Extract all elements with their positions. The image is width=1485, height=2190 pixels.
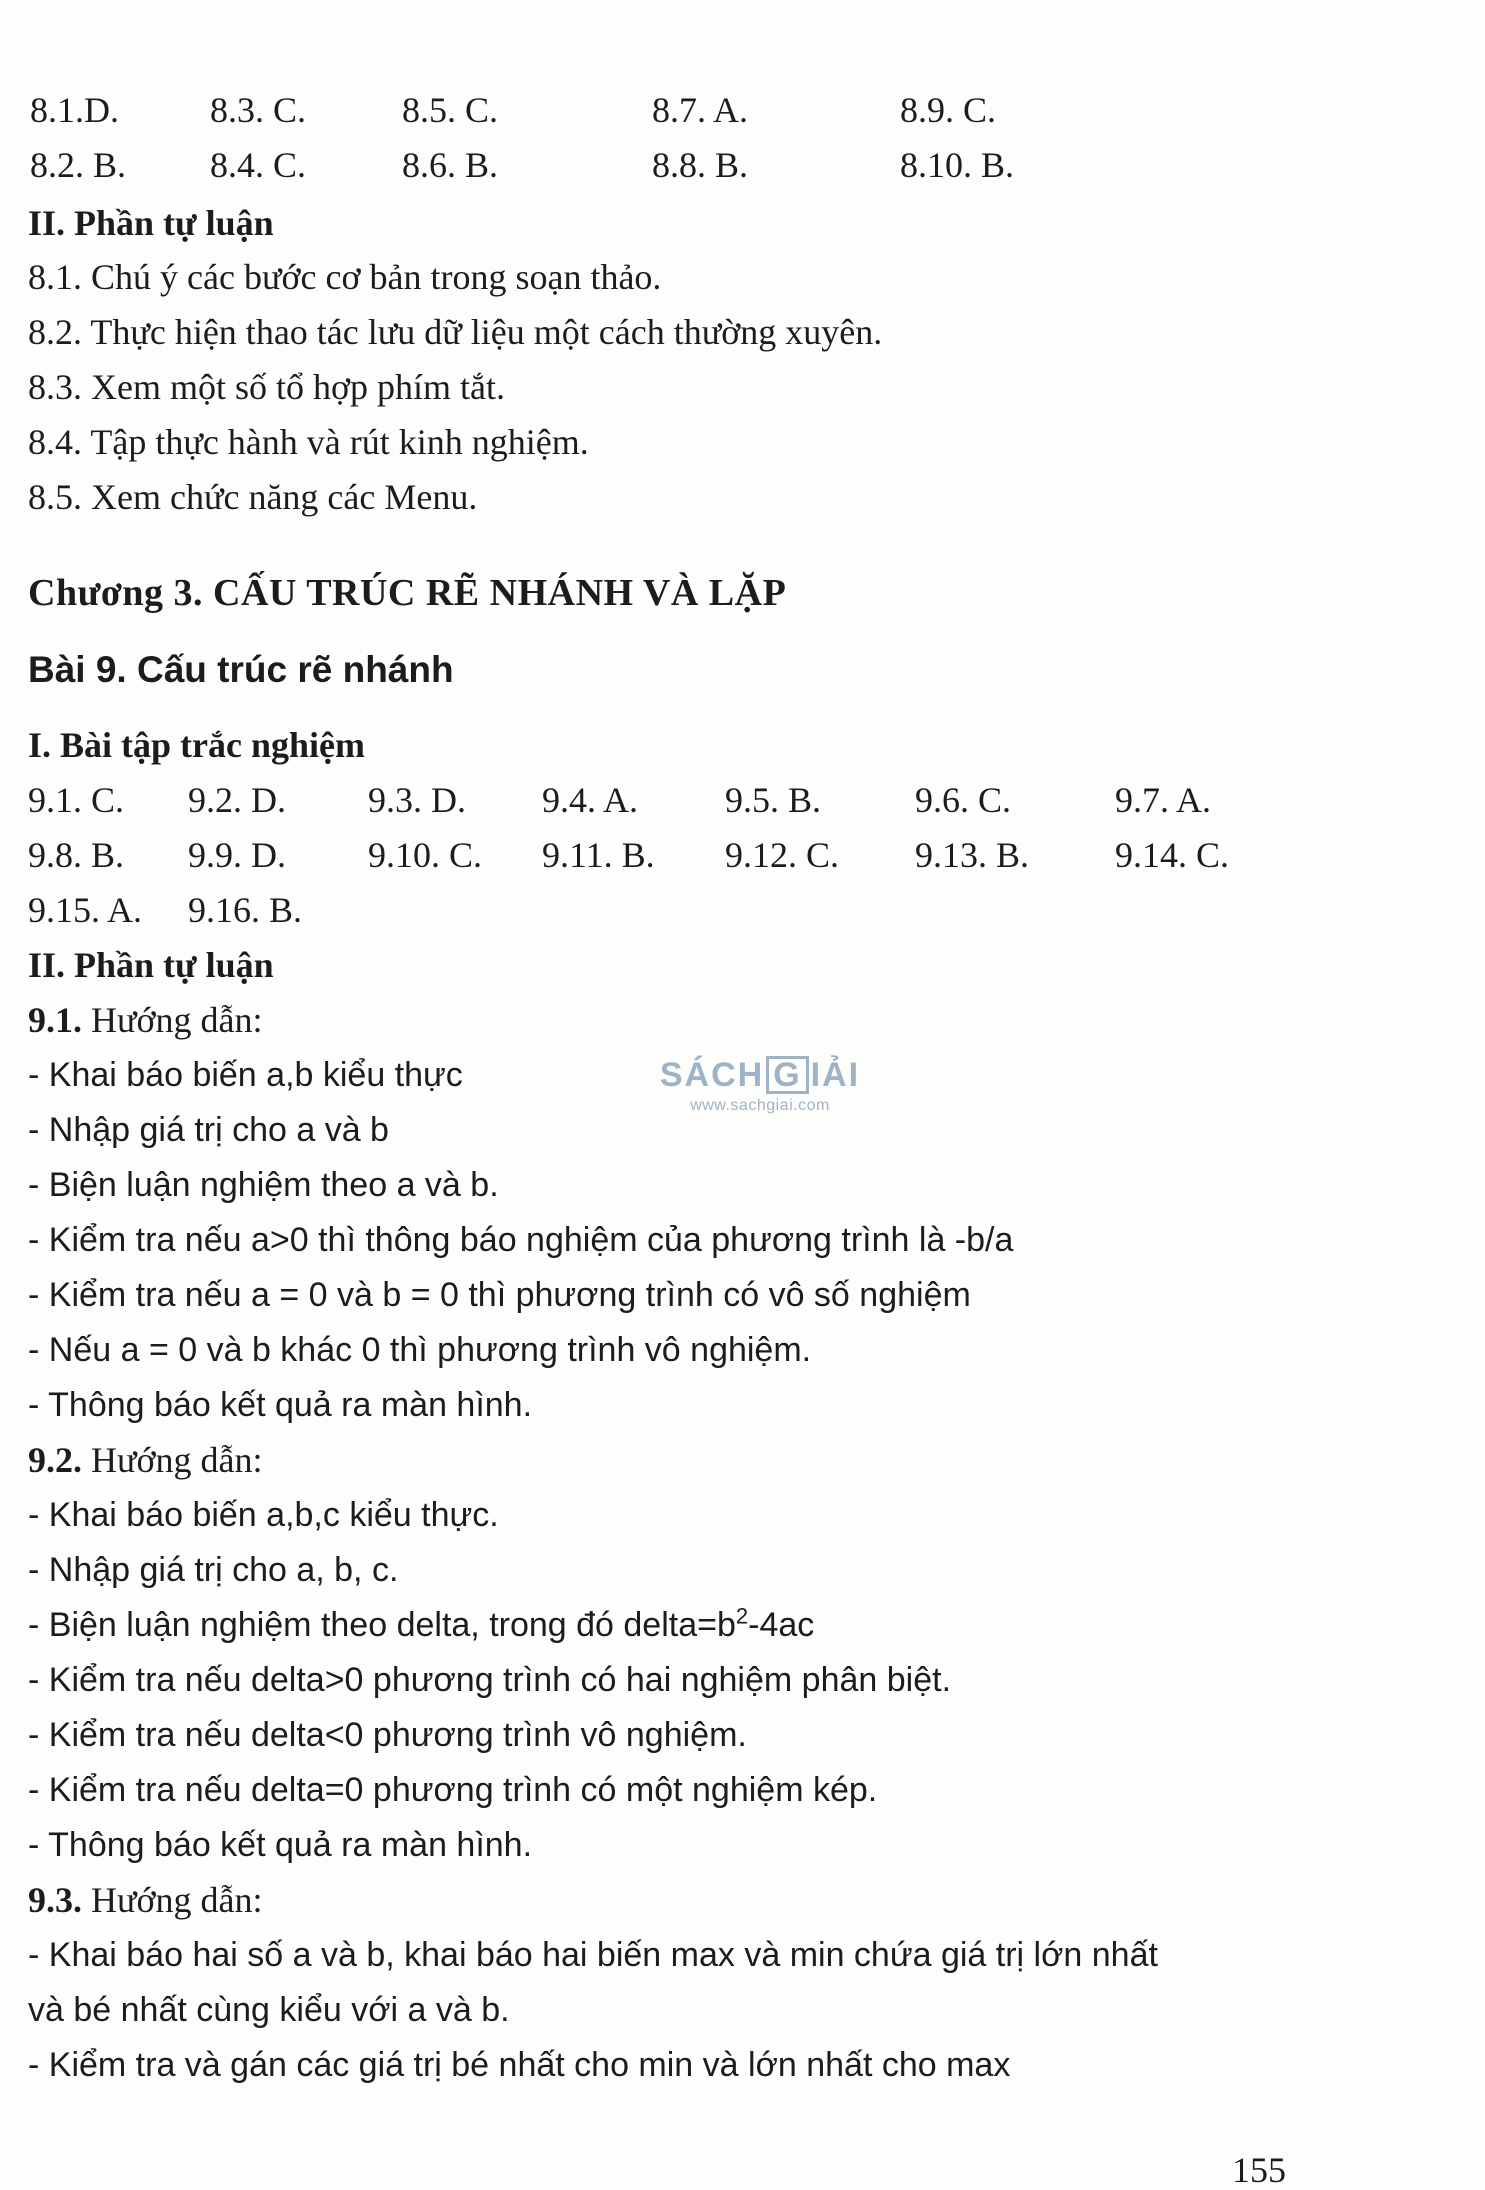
answer: 9.3. D. [368,780,466,820]
ch2-essay-item: 8.2. Thực hiện thao tác lưu dữ liệu một cách thường xuyên. [28,312,883,352]
answer: 9.8. B. [28,835,125,875]
answer: 9.14. C. [1115,835,1230,875]
watermark-logo [650,1055,870,1117]
superscript: 2 [735,1603,749,1629]
guide-line: - Kiểm tra nếu delta=0 phương trình có một nghiệm kép. [28,1771,878,1809]
answer: 8.8. B. [652,145,749,185]
answer: 8.10. B. [900,145,1015,185]
question-label: 9.3. [28,1880,82,1920]
answer: 9.7. A. [1115,780,1212,820]
watermark-g-icon: G [766,1056,808,1094]
mc-heading: I. Bài tập trắc nghiệm [28,725,365,765]
answer: 8.1.D. [30,90,119,130]
guide-line: - Kiểm tra nếu a = 0 và b = 0 thì phương trình có vô số nghiệm [28,1276,971,1314]
answer: 9.5. B. [725,780,822,820]
mc-answer-row-1 [0,775,1485,825]
answer: 9.2. D. [188,780,286,820]
ch2-essay-heading: II. Phần tự luận [28,203,274,243]
question-9-3-title [28,1875,263,1925]
answer: 8.5. C. [402,90,499,130]
guide-line: - Kiểm tra và gán các giá trị bé nhất cho min và lớn nhất cho max [28,2046,1011,2084]
guide-line: - Nhập giá trị cho a và b [28,1111,389,1149]
guide-line-part: -4ac [748,1606,815,1644]
answer: 9.4. A. [542,780,639,820]
guide-line: - Kiểm tra nếu delta<0 phương trình vô nghiệm. [28,1716,747,1754]
guide-line: - Nhập giá trị cho a, b, c. [28,1551,399,1589]
guide-line-delta [28,1600,814,1650]
answer: 9.15. A. [28,890,143,930]
guide-line: - Thông báo kết quả ra màn hình. [28,1826,533,1864]
ch2-essay-item: 8.5. Xem chức năng các Menu. [28,477,478,517]
watermark-text: SÁCH [659,1056,765,1094]
question-label: 9.2. [28,1440,82,1480]
guide-line: - Thông báo kết quả ra màn hình. [28,1386,533,1424]
answer: 9.9. D. [188,835,286,875]
answer: 8.6. B. [402,145,499,185]
guide-line: - Kiểm tra nếu delta>0 phương trình có hai nghiệm phân biệt. [28,1661,952,1699]
answer: 9.10. C. [368,835,483,875]
answer: 9.11. B. [542,835,655,875]
answer: 8.2. B. [30,145,127,185]
page-number: 155 [1232,2150,1286,2190]
essay-heading: II. Phần tự luận [28,945,274,985]
question-label: 9.1. [28,1000,82,1040]
question-text: Hướng dẫn: [82,1440,263,1480]
watermark-text: IẢI [810,1056,861,1094]
question-text: Hướng dẫn: [82,1880,263,1920]
ch2-answer-row-2 [0,140,1485,190]
question-9-2-title [28,1435,263,1485]
answer: 9.13. B. [915,835,1030,875]
guide-line: - Khai báo hai số a và b, khai báo hai biến max và min chứa giá trị lớn nhất [28,1936,1158,1974]
guide-line: - Khai báo biến a,b kiểu thực [28,1056,463,1094]
answer: 8.4. C. [210,145,307,185]
mc-answer-row-2 [0,830,1485,880]
guide-line: - Biện luận nghiệm theo a và b. [28,1166,499,1204]
answer: 8.7. A. [652,90,749,130]
question-text: Hướng dẫn: [82,1000,263,1040]
ch2-essay-item: 8.3. Xem một số tổ hợp phím tắt. [28,367,506,407]
guide-line: - Khai báo biến a,b,c kiểu thực. [28,1496,499,1534]
chapter-title: Chương 3. CẤU TRÚC RẼ NHÁNH VÀ LẶP [28,572,787,614]
guide-line: và bé nhất cùng kiểu với a và b. [28,1991,510,2029]
mc-answer-row-3 [0,885,1485,935]
answer: 9.16. B. [188,890,303,930]
ch2-essay-item: 8.4. Tập thực hành và rút kinh nghiệm. [28,422,589,462]
ch2-essay-item: 8.1. Chú ý các bước cơ bản trong soạn thảo. [28,257,662,297]
answer: 9.6. C. [915,780,1012,820]
guide-line-part: - Biện luận nghiệm theo delta, trong đó delta=b [28,1606,736,1644]
answer: 9.12. C. [725,835,840,875]
lesson-title: Bài 9. Cấu trúc rẽ nhánh [28,649,454,690]
guide-line: - Kiểm tra nếu a>0 thì thông báo nghiệm của phương trình là -b/a [28,1221,1014,1259]
answer: 9.1. C. [28,780,125,820]
answer: 8.3. C. [210,90,307,130]
answer: 8.9. C. [900,90,997,130]
question-9-1-title [28,995,263,1045]
ch2-answer-row-1 [0,85,1485,135]
guide-line: - Nếu a = 0 và b khác 0 thì phương trình vô nghiệm. [28,1331,812,1369]
watermark-url: www.sachgiai.com [690,1097,830,1114]
